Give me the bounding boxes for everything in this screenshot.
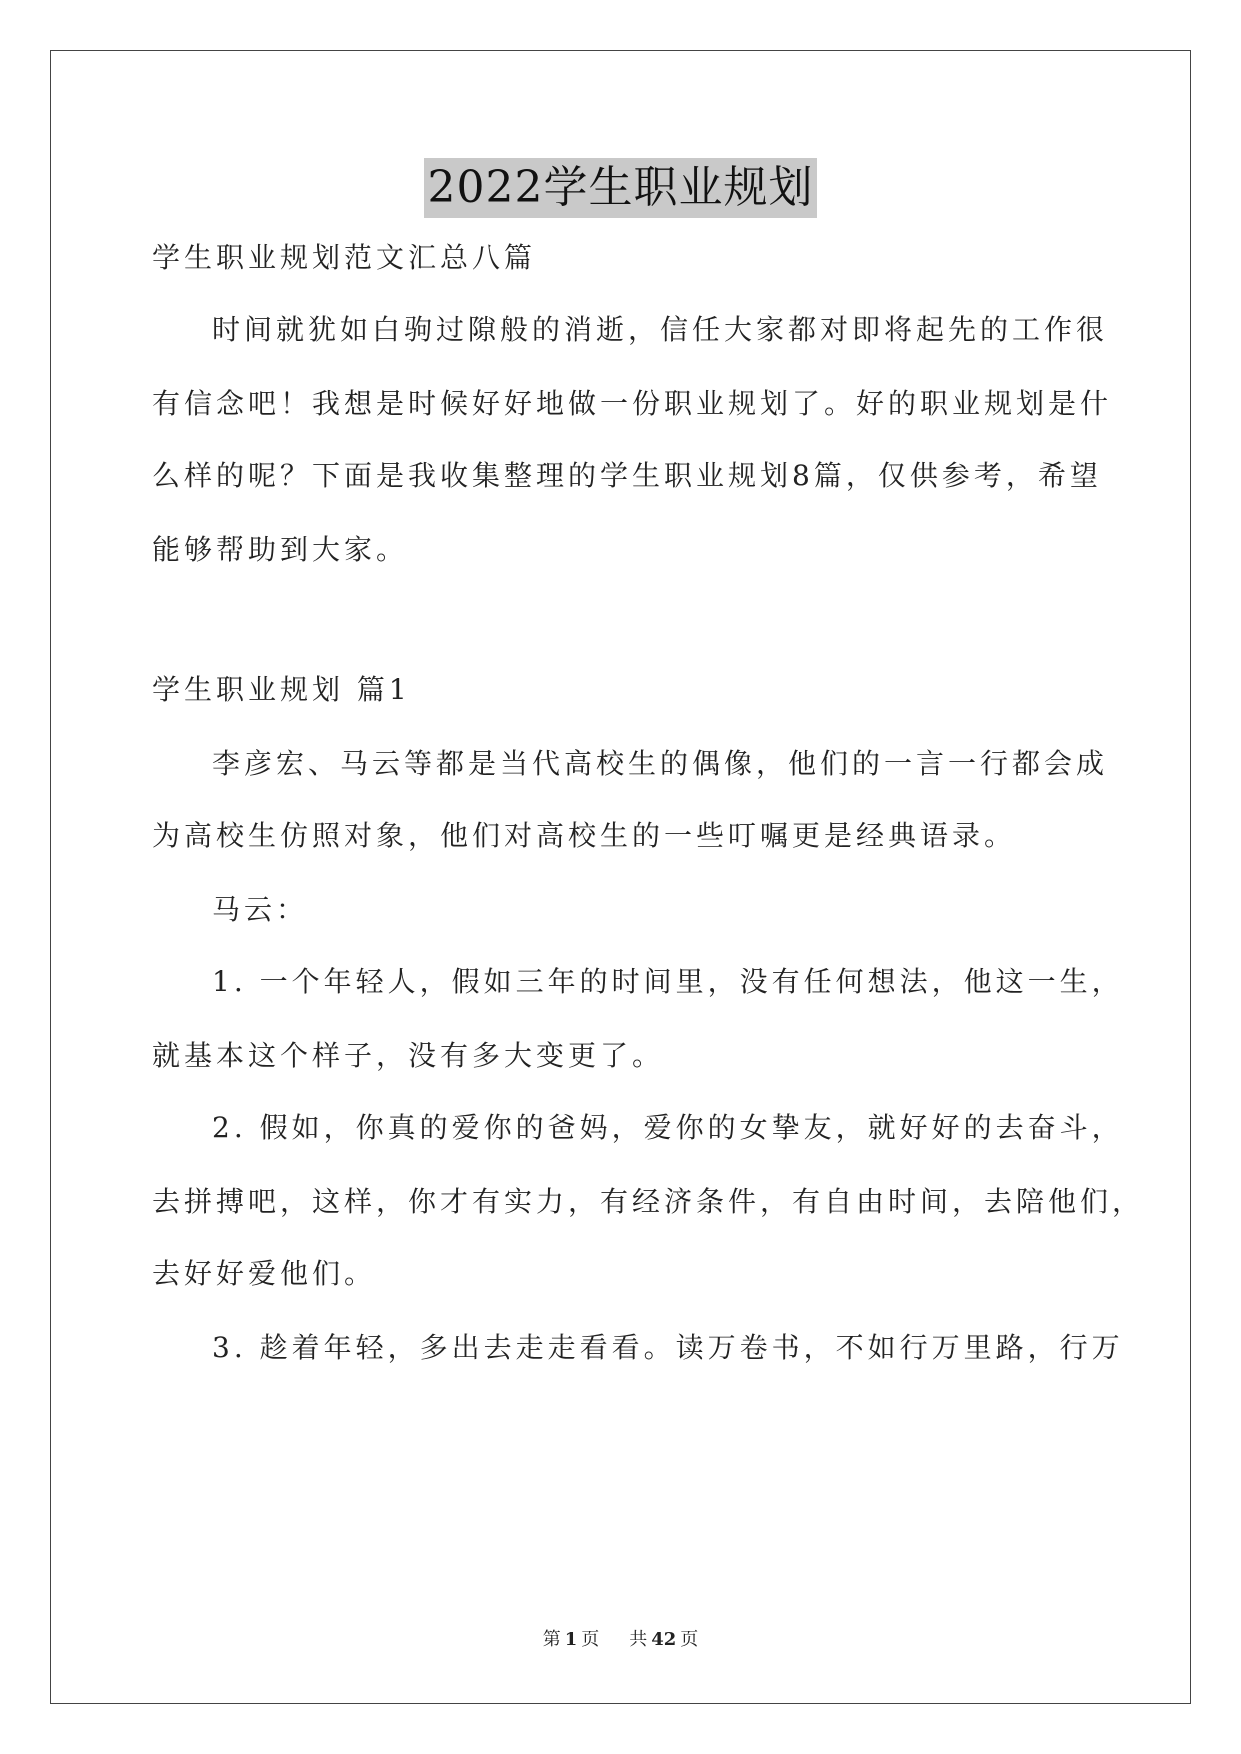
section-line-6: 2. 假如，你真的爱你的爸妈，爱你的女挚友，就好好的去奋斗， <box>212 1111 1124 1144</box>
footer-total-suffix: 页 <box>680 1629 699 1650</box>
footer-page-prefix: 第 <box>542 1629 561 1650</box>
document-title: 2022学生职业规划 <box>424 158 818 218</box>
section-line-1: 李彦宏、马云等都是当代高校生的偶像，他们的一言一行都会成 <box>212 747 1109 780</box>
page-footer <box>0 1628 1241 1652</box>
page-border <box>50 50 1191 1704</box>
title-container <box>0 158 1241 218</box>
footer-page-number: 1 <box>564 1629 578 1650</box>
section-line-7: 去拼搏吧，这样，你才有实力，有经济条件，有自由时间，去陪他们， <box>152 1185 1145 1218</box>
footer-total-prefix: 共 <box>629 1629 648 1650</box>
section-line-8: 去好好爱他们。 <box>152 1257 377 1290</box>
section-heading: 学生职业规划 篇1 <box>152 673 411 706</box>
section-line-5: 就基本这个样子，没有多大变更了。 <box>152 1039 665 1072</box>
section-line-3: 马云： <box>212 893 309 926</box>
subtitle: 学生职业规划范文汇总八篇 <box>152 241 537 274</box>
footer-page-suffix: 页 <box>581 1629 600 1650</box>
footer-total-pages: 42 <box>651 1629 677 1650</box>
section-line-2: 为高校生仿照对象，他们对高校生的一些叮嘱更是经典语录。 <box>152 819 1017 852</box>
intro-line-3: 么样的呢？下面是我收集整理的学生职业规划8篇，仅供参考，希望 <box>152 459 1102 492</box>
section-line-4: 1. 一个年轻人，假如三年的时间里，没有任何想法，他这一生， <box>212 965 1124 998</box>
intro-line-2: 有信念吧！我想是时候好好地做一份职业规划了。好的职业规划是什 <box>152 387 1113 420</box>
section-line-9: 3. 趁着年轻，多出去走走看看。读万卷书，不如行万里路，行万 <box>212 1331 1124 1364</box>
intro-line-4: 能够帮助到大家。 <box>152 533 409 566</box>
intro-line-1: 时间就犹如白驹过隙般的消逝，信任大家都对即将起先的工作很 <box>212 313 1109 346</box>
